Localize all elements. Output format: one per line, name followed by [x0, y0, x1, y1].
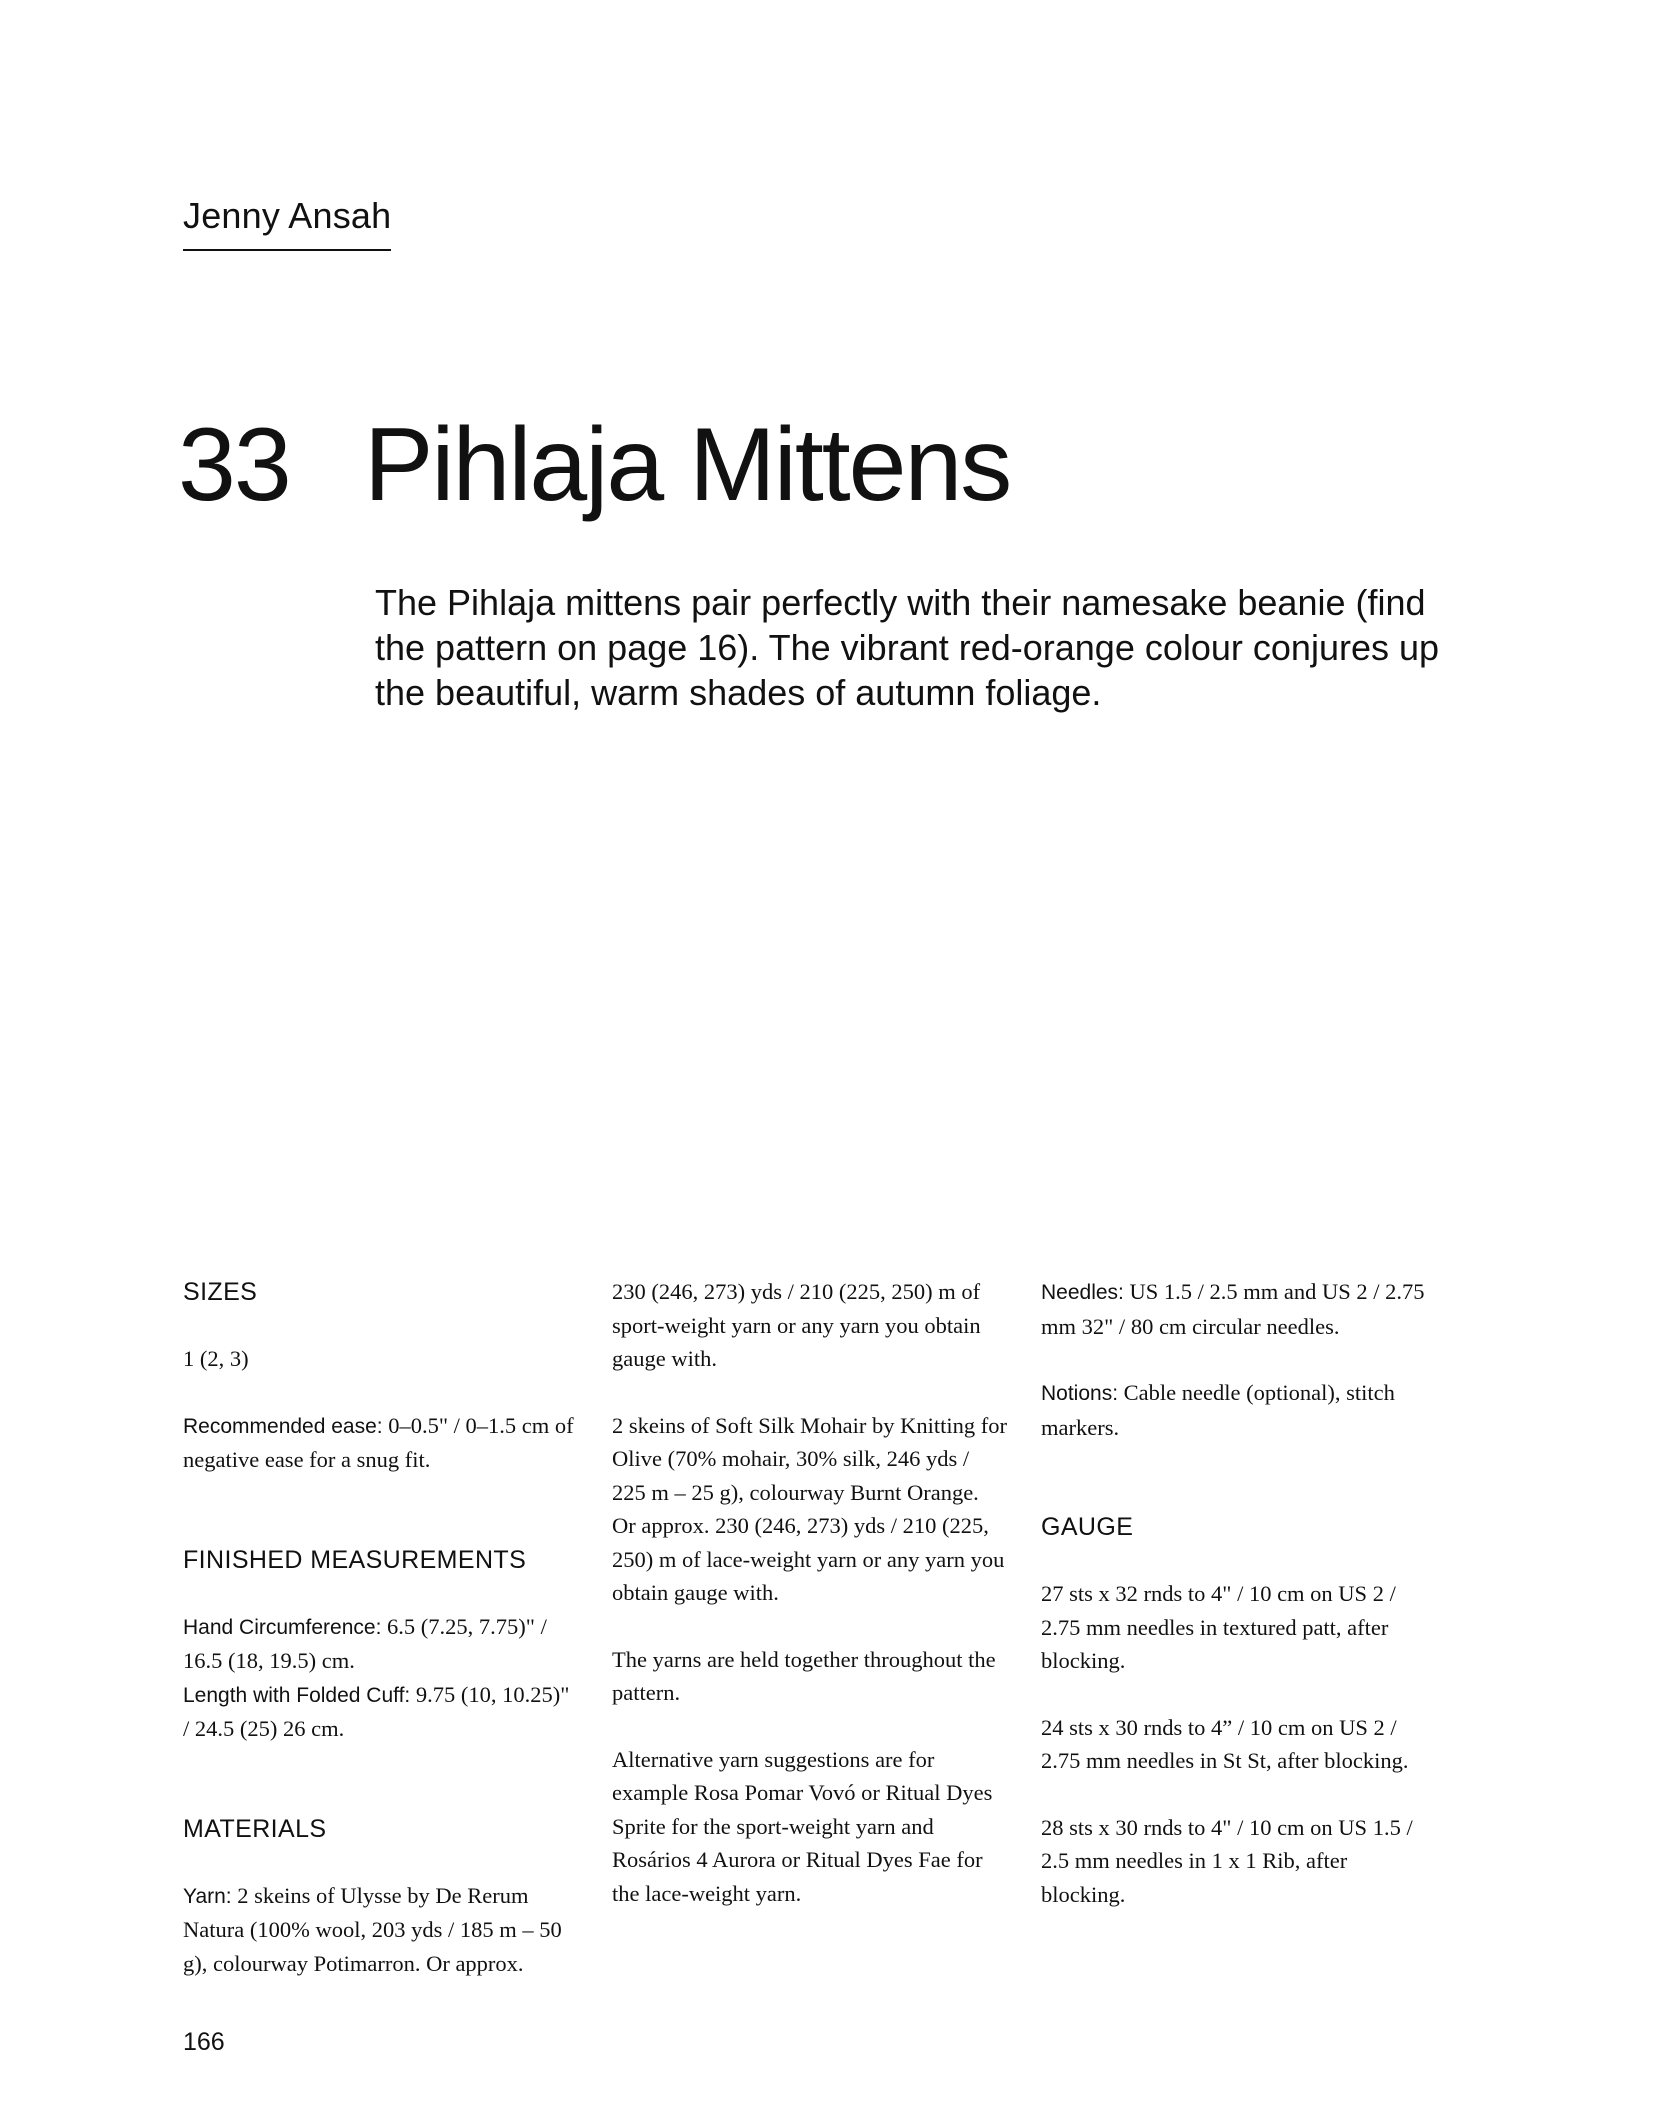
finished-heading: FINISHED MEASUREMENTS [183, 1545, 527, 1574]
column-2 [612, 1275, 1007, 1910]
yarn-continued: 230 (246, 273) yds / 210 (225, 250) m of sport-weight yarn or any yarn you obtain gauge with. [612, 1279, 981, 1371]
yarn-text: 2 skeins of Ulysse by De Rerum Natura (100% wool, 203 yds / 185 m – 50 g), colourway Potimarron. Or approx. [183, 1882, 562, 1976]
notions-label: Notions: [1041, 1382, 1119, 1405]
column-3 [1041, 1275, 1436, 1911]
author-name: Jenny Ansah [183, 193, 391, 251]
pattern-title [178, 405, 1010, 525]
held-together-paragraph: The yarns are held together throughout the pattern. [612, 1646, 996, 1705]
needles-label: Needles: [1041, 1281, 1124, 1304]
needles-text: US 1.5 / 2.5 mm and US 2 / 2.75 mm 32" / 80 cm circular needles. [1041, 1279, 1425, 1339]
length-paragraph [183, 1678, 578, 1746]
materials-heading: MATERIALS [183, 1814, 327, 1843]
pattern-name: Pihlaja Mittens [364, 407, 1011, 523]
sizes-value: 1 (2, 3) [183, 1346, 249, 1371]
yarn-label: Yarn: [183, 1884, 232, 1908]
intro-paragraph: The Pihlaja mittens pair perfectly with their namesake beanie (find the pattern on page 16). The vibrant red-orange colour conjures up the beautiful, warm shades of autumn foliage. [375, 582, 1440, 713]
gauge-textured: 27 sts x 32 rnds to 4" / 10 cm on US 2 / 2.75 mm needles in textured patt, after blocking. [1041, 1581, 1396, 1673]
ease-paragraph [183, 1409, 578, 1477]
sizes-heading: SIZES [183, 1278, 258, 1306]
ease-text: 0–0.5" / 0–1.5 cm of negative ease for a snug fit. [183, 1412, 574, 1472]
length-label: Length with Folded Cuff: [183, 1683, 411, 1707]
notions-text: Cable needle (optional), stitch markers. [1041, 1380, 1395, 1440]
notions-paragraph [1041, 1376, 1436, 1444]
mohair-paragraph: 2 skeins of Soft Silk Mohair by Knitting for Olive (70% mohair, 30% silk, 246 yds / 225 m – 25 g), colourway Burnt Orange. Or approx. 230 (246, 273) yds / 210 (225, 250) m of lace-weight yarn or any yarn you obtain gauge with. [612, 1412, 1007, 1605]
hand-label: Hand Circumference: [183, 1615, 382, 1639]
page-number: 166 [183, 2028, 225, 2056]
ease-label: Recommended ease: [183, 1414, 383, 1438]
yarn-paragraph [183, 1879, 578, 1981]
gauge-rib: 28 sts x 30 rnds to 4" / 10 cm on US 1.5 / 2.5 mm needles in 1 x 1 Rib, after blocking. [1041, 1814, 1413, 1907]
length-text: 9.75 (10, 10.25)" / 24.5 (25) 26 cm. [183, 1681, 570, 1741]
gauge-stockinette: 24 sts x 30 rnds to 4” / 10 cm on US 2 / 2.75 mm needles in St St, after blocking. [1041, 1714, 1409, 1773]
gauge-heading: GAUGE [1041, 1513, 1134, 1541]
column-1 [183, 1275, 578, 1980]
needles-paragraph [1041, 1275, 1436, 1343]
alternatives-paragraph: Alternative yarn suggestions are for example Rosa Pomar Vovó or Ritual Dyes Sprite for the sport-weight yarn and Rosários 4 Aurora or Ritual Dyes Fae for the lace-weight yarn. [612, 1746, 993, 1906]
hand-text: 6.5 (7.25, 7.75)" / 16.5 (18, 19.5) cm. [183, 1613, 547, 1673]
hand-paragraph [183, 1610, 578, 1678]
pattern-number: 33 [178, 407, 290, 523]
